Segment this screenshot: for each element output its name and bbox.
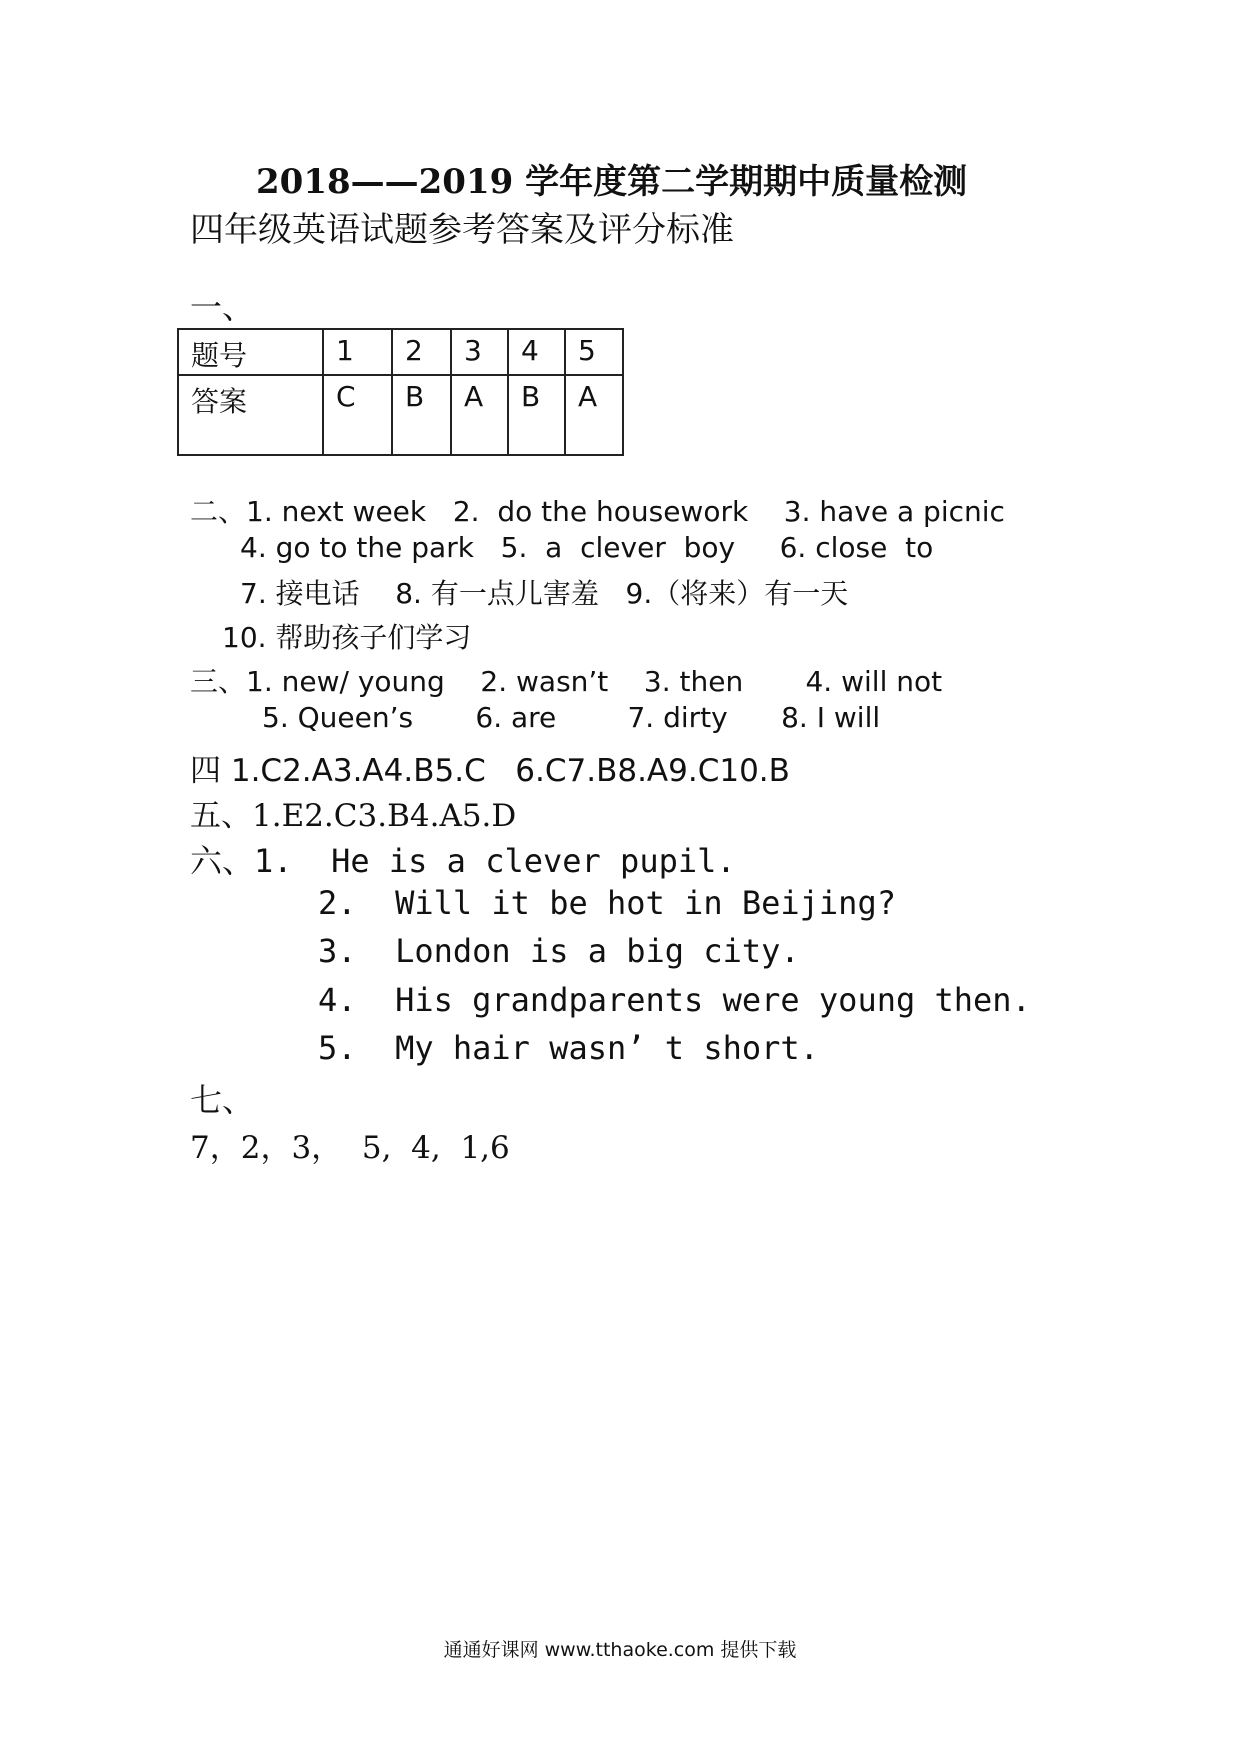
table-header-label: 题号 [178, 329, 323, 375]
page-subtitle: 四年级英语试题参考答案及评分标准 [190, 210, 734, 250]
section-5-line: 五、1.E2.C3.B4.A5.D [190, 798, 517, 834]
table-number-cell: 3 [451, 329, 508, 375]
section-2-line-1: 二、1. next week 2. do the housework 3. have a picnic [190, 495, 1005, 528]
section-4-line: 四 1.C2.A3.A4.B5.C 6.C7.B8.A9.C10.B [190, 753, 790, 789]
section-6-line-4: 4. His grandparents were young then. [318, 981, 1031, 1019]
table-number-cell: 2 [392, 329, 451, 375]
section-7-line: 7，2，3， 5, 4, 1,6 [190, 1130, 510, 1166]
table-number-cell: 5 [565, 329, 623, 375]
section-6-line-5: 5. My hair wasn’ t short. [318, 1029, 819, 1067]
section-2-line-4: 10. 帮助孩子们学习 [222, 621, 472, 654]
table-number-cell: 4 [508, 329, 565, 375]
table-answer-cell: B [508, 375, 565, 455]
section-2-line-3: 7. 接电话 8. 有一点儿害羞 9.（将来）有一天 [240, 577, 849, 610]
section-6-line-2: 2. Will it be hot in Beijing? [318, 884, 896, 922]
section-2-line-2: 4. go to the park 5. a clever boy 6. close to [240, 531, 934, 564]
table-row-answers [178, 375, 623, 455]
footer-credit: 通通好课网 www.tthaoke.com 提供下载 [443, 1639, 797, 1661]
page-title: 2018——2019 学年度第二学期期中质量检测 [256, 162, 968, 202]
table-answer-cell: A [451, 375, 508, 455]
section-3-line-1: 三、1. new/ young 2. wasn’t 3. then 4. will not [190, 665, 943, 698]
section-3-line-2: 5. Queen’s 6. are 7. dirty 8. I will [262, 701, 881, 734]
table-row-numbers [178, 329, 623, 375]
table-answer-cell: B [392, 375, 451, 455]
table-answer-cell: A [565, 375, 623, 455]
answer-table [177, 328, 624, 456]
table-number-cell: 1 [323, 329, 392, 375]
section-6-line-1: 六、1. He is a clever pupil. [190, 842, 736, 880]
table-answer-cell: C [323, 375, 392, 455]
section-7-label: 七、 [190, 1081, 255, 1119]
table-answer-label: 答案 [178, 375, 323, 455]
section-6-line-3: 3. London is a big city. [318, 932, 800, 970]
section-1-label: 一、 [190, 288, 255, 326]
